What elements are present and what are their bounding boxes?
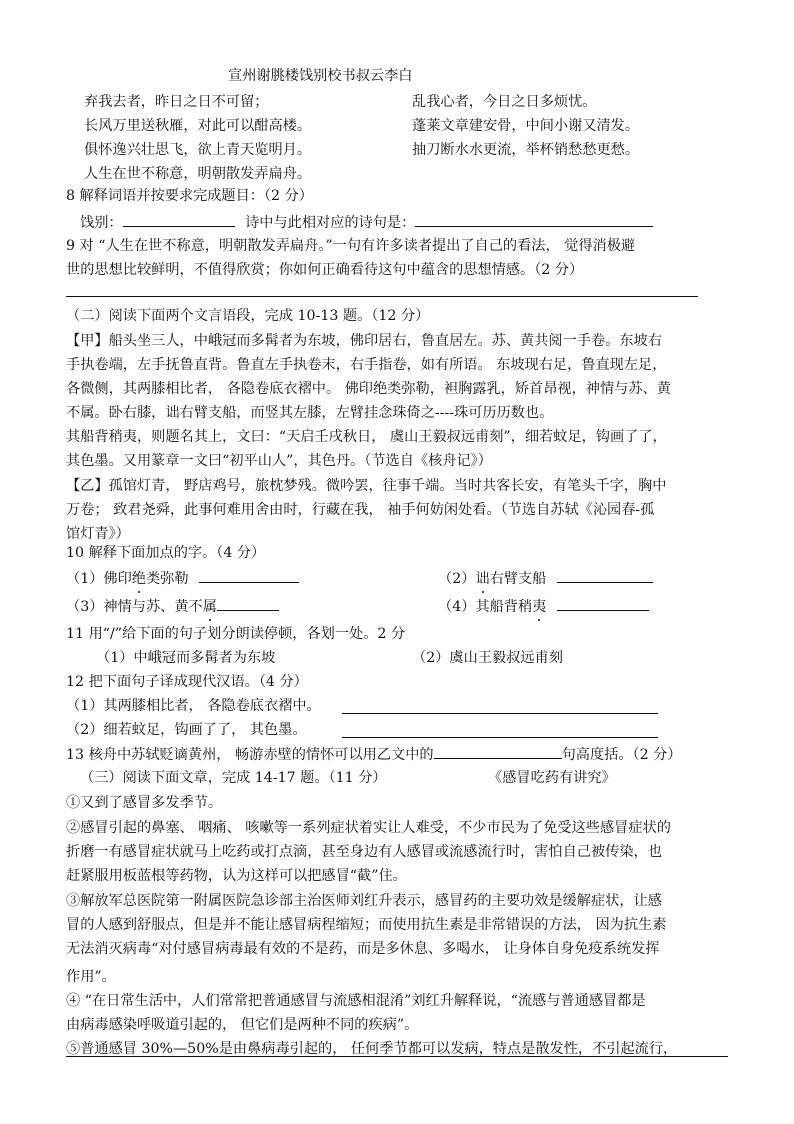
jia-line: 手执卷端，左手抚鲁直背。鲁直左手执卷末，右手指卷，如有所语。 东坡现右足，鲁直现左足， — [66, 357, 667, 373]
q8-stem: 8 解释词语并按要求完成题目：（2 分） — [66, 188, 313, 204]
q8-answer-blank-1[interactable] — [123, 212, 235, 227]
q10-answer-blank-3[interactable] — [217, 596, 279, 611]
q10-answer-blank-4[interactable] — [557, 596, 649, 611]
jia-line: 【甲】船头坐三人，中峨冠而多髯者为东坡，佛印居右，鲁直居左。苏、黄共阅一手卷。东坡右 — [66, 333, 662, 349]
q10-answer-blank-2[interactable] — [557, 568, 653, 583]
poem-line-left: 俱怀逸兴壮思飞，欲上青天览明月。 — [84, 142, 312, 158]
q10-item-4: （4）其船背稍夷 — [438, 596, 649, 617]
q9-line-1: 9 对 “人生在世不称意，明朝散发弄扁舟。”一句有许多读者提出了自己的看法， 觉得消极避 — [66, 238, 636, 254]
q11-item-2: （2）虞山王毅叔远甫刻 — [412, 650, 563, 666]
article-title: 《感冒吃药有讲究》 — [488, 770, 616, 786]
poem-line-right: 蓬莱文章建安骨，中间小谢又清发。 — [412, 118, 640, 134]
q12-answer-line-1[interactable] — [342, 713, 658, 714]
q11-item-1: （1）中峨冠而多髯者为东坡 — [96, 650, 276, 666]
article-underline — [66, 1056, 728, 1057]
jia-line: 其色墨。又用篆章一文曰“初平山人”，其色丹。（节选自《核舟记》） — [66, 453, 492, 469]
yi-line: 馆灯青》） — [66, 526, 130, 542]
q11-stem: 11 用“/”给下面的句子划分朗读停顿，各划一处。2 分 — [66, 626, 406, 642]
article-line: 由病毒感染呼吸道引起的， 但它们是两种不同的疾病”。 — [66, 1017, 419, 1033]
q9-answer-line[interactable] — [66, 296, 698, 297]
q10-stem: 10 解释下面加点的字。（4 分） — [66, 545, 266, 561]
part2-heading: （二）阅读下面两个文言语段，完成 10-13 题。（12 分） — [66, 308, 430, 324]
article-line: 无法消灭病毒“对付感冒病毒最有效的不是药，而是多休息、多喝水， 让身体自身免疫系统发挥 — [66, 941, 660, 957]
jia-line: 各微侧，其两膝相比者， 各隐卷底衣褶中。 佛印绝类弥勒，袒胸露乳，矫首昂视，神情与苏、黄 — [66, 381, 671, 397]
dotted-char: 属 — [202, 599, 217, 615]
jia-line: 不属。卧右膝，诎右臂支船，而竖其左膝，左臂挂念珠倚之----珠可历历数也。 — [66, 405, 554, 421]
poem-line-left: 弃我去者，昨日之日不可留； — [84, 94, 269, 110]
article-line: 赶紧服用板蓝根等药物，认为这样可以把感冒“截”住。 — [66, 868, 407, 884]
q8-line — [80, 212, 653, 233]
q13-answer-blank[interactable] — [434, 744, 562, 759]
poem-line-right: 抽刀断水水更流，举杯销愁愁更愁。 — [412, 142, 640, 158]
q10-item-2: （2）诎右臂支船 — [438, 568, 653, 589]
q10-item-3: （3）神情与苏、黄不属 — [66, 596, 279, 617]
article-line: 作用”。 — [66, 969, 116, 985]
dotted-char: 绝 — [131, 571, 146, 587]
article-line: ⑤普通感冒 30%—50%是由鼻病毒引起的， 任何季节都可以发病，特点是散发性，不引起流行， — [66, 1041, 678, 1057]
article-paragraph-1: ①又到了感冒多发季节。 — [66, 795, 223, 811]
article-line: 折磨一有感冒症状就马上吃药或打点滴，甚至身边有人感冒或流感流行时，害怕自己被传染，也 — [66, 844, 662, 860]
yi-line: 万卷； 致君尧舜，此事何难用舍由时，行藏在我， 袖手何妨闲处看。（节选自苏轼《沁园春-孤 — [66, 502, 655, 518]
q12-answer-line-2[interactable] — [342, 737, 658, 738]
article-line: ②感冒引起的鼻塞、 咽痛、 咳嗽等一系列症状着实让人难受，不少市民为了免受这些感冒症状的 — [66, 820, 671, 836]
yi-line: 【乙】孤馆灯青， 野店鸡号，旅枕梦残。微吟罢，往事千端。当时共客长安，有笔头千字，胸中 — [66, 478, 667, 494]
q10-answer-blank-1[interactable] — [199, 568, 299, 583]
article-line: 冒的人感到舒服点，但是并不能让感冒病程缩短；而使用抗生素是非常错误的方法， 因为抗生素 — [66, 917, 667, 933]
poem-line-left: 长风万里送秋雁，对此可以酣高楼。 — [84, 118, 312, 134]
poem-title: 宣州谢朓楼饯别校书叔云李白 — [228, 68, 413, 84]
part3-heading: （三）阅读下面文章，完成 14-17 题。（11 分） — [80, 770, 387, 786]
q8-word: 饯别： — [80, 215, 123, 231]
dotted-char: 诎 — [475, 571, 490, 587]
q12-item-2: （2）细若蚊足，钩画了了， 其色墨。 — [66, 722, 307, 738]
article-line: ③解放军总医院第一附属医院急诊部主治医师刘红升表示，感冒药的主要功效是缓解症状，让感 — [66, 893, 662, 909]
article-line: ④ “在日常生活中，人们常常把普通感冒与流感相混淆”刘红升解释说，“流感与普通感冒都是 — [66, 993, 646, 1009]
q13: 13 核舟中苏轼贬谪黄州， 畅游赤壁的情怀可以用乙文中的 句高度括。（2 分） — [66, 744, 682, 765]
q8-answer-blank-2[interactable] — [415, 212, 653, 227]
q12-stem: 12 把下面句子译成现代汉语。（4 分） — [66, 674, 308, 690]
dotted-char: 夷 — [532, 599, 547, 615]
q9-line-2: 世的思想比较鲜明，不值得欣赏；你如何正确看待这句中蕴含的思想情感。（2 分） — [66, 262, 584, 278]
jia-line: 其船背稍夷，则题名其上，文曰：“天启壬戌秋日， 虞山王毅叔远甫刻”，细若蚊足，钩画了了， — [66, 429, 667, 445]
q12-item-1: （1）其两膝相比者， 各隐卷底衣褶中。 — [66, 698, 321, 714]
poem-line-left: 人生在世不称意，明朝散发弄扁舟。 — [84, 166, 312, 182]
q10-item-1: （1）佛印绝类弥勒 — [66, 568, 299, 589]
poem-line-right: 乱我心者，今日之日多烦忧。 — [412, 94, 597, 110]
q8-mid: 诗中与此相对应的诗句是： — [245, 215, 416, 231]
